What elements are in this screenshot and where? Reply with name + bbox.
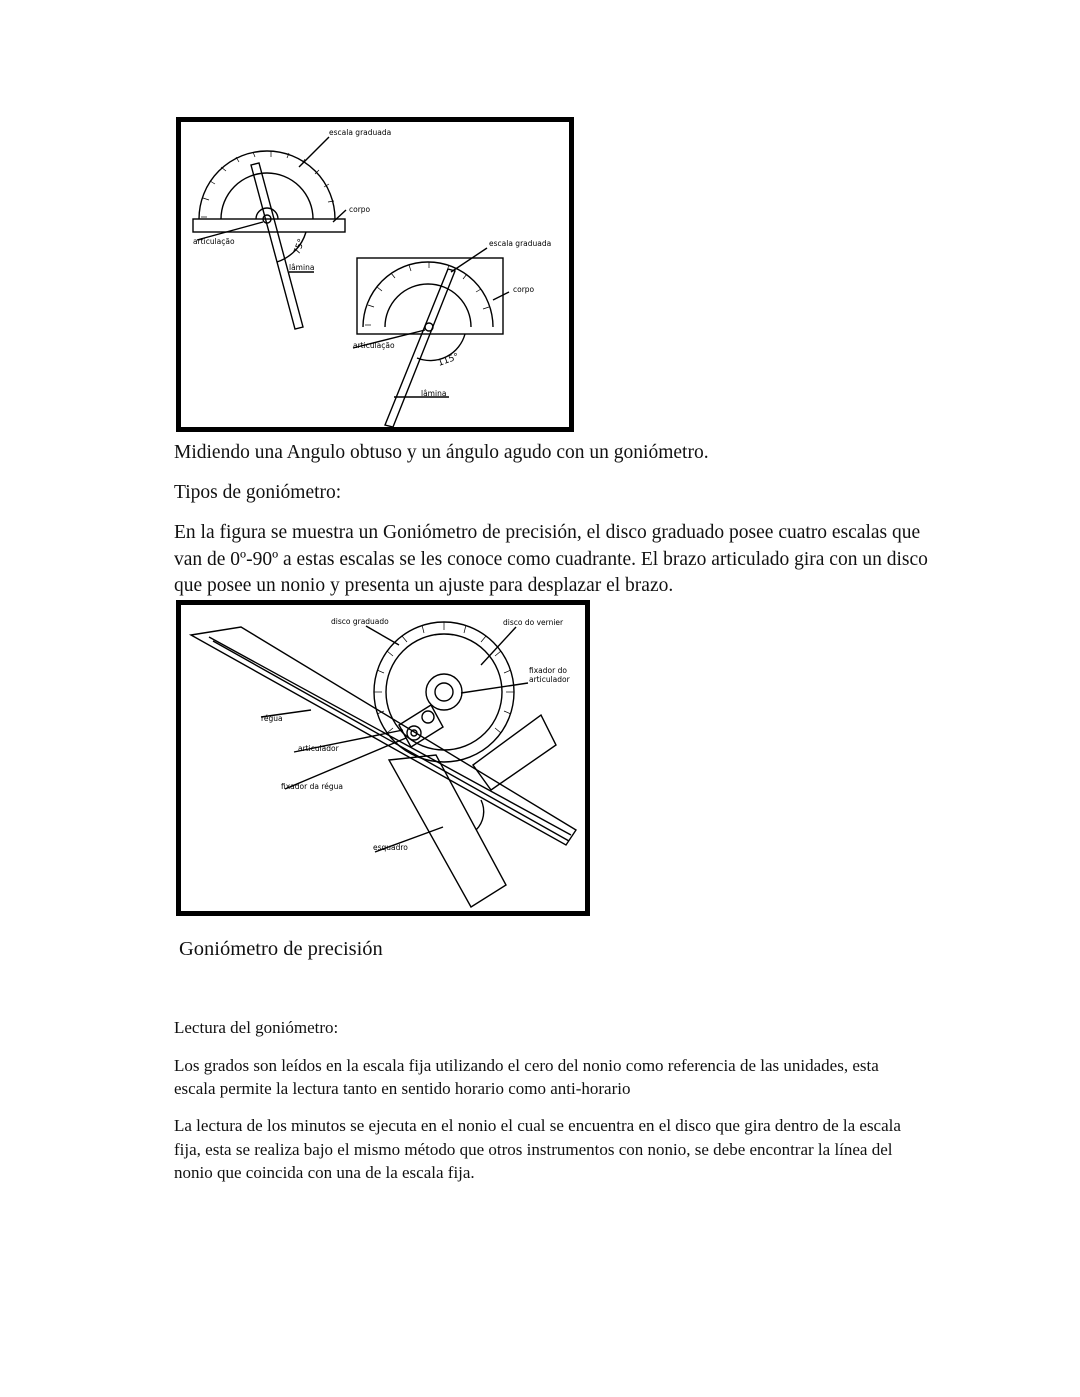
upper-blade xyxy=(473,715,556,790)
label-lamina-2: lâmina xyxy=(421,389,447,398)
protractor-angles-drawing xyxy=(181,122,569,427)
precision-goniometer-figure xyxy=(176,600,590,916)
heading-lectura: Lectura del goniómetro: xyxy=(174,1018,339,1037)
label-articulador: articulador xyxy=(298,744,339,753)
articulator-hub-center xyxy=(435,683,453,701)
square-blade xyxy=(389,755,506,907)
protractor-1-ticks xyxy=(201,151,334,217)
paragraph-lectura-1-line-2: escala permite la lectura tanto en sentido horario como anti-horario xyxy=(174,1079,631,1098)
paragraph-tipos-line-2: van de 0º-90º a estas escalas se les conoce como cuadrante. El brazo articulado gira con un disco xyxy=(174,549,928,570)
label-articulacao-1: articulação xyxy=(193,237,235,246)
graduated-disc-ticks xyxy=(374,622,514,733)
paragraph-lectura-2-line-3: nonio que coincida con una de la escala fija. xyxy=(174,1163,475,1182)
protractor-2-blade xyxy=(385,269,455,427)
label-lamina-1: lâmina xyxy=(289,263,315,272)
label-escala-graduada-2: escala graduada xyxy=(489,239,552,248)
heading-tipos: Tipos de goniómetro: xyxy=(174,482,342,503)
precision-goniometer-drawing xyxy=(181,605,585,911)
ruler-fixer-knob xyxy=(407,726,421,740)
label-regua: régua xyxy=(261,714,283,723)
figure-2-caption: Goniómetro de precisión xyxy=(179,938,383,960)
label-articulador-fixer: articulador xyxy=(529,675,570,684)
label-corpo-1: corpo xyxy=(349,205,371,214)
square-arc xyxy=(476,800,484,830)
label-fixador-regua: fixador da régua xyxy=(281,782,343,791)
label-articulacao-2: articulação xyxy=(353,341,395,350)
protractor-1-hub xyxy=(256,208,278,219)
paragraph-lectura-2-line-2: fija, esta se realiza bajo el mismo método que otros instrumentos con nonio, se debe encontrar la línea del xyxy=(174,1140,893,1159)
label-escala-graduada-1: escala graduada xyxy=(329,128,392,137)
label-corpo-2: corpo xyxy=(513,285,535,294)
paragraph-lectura-2-line-1: La lectura de los minutos se ejecuta en el nonio el cual se encuentra en el disco que gira dentro de la escala xyxy=(174,1116,901,1135)
label-angle-115: 115° xyxy=(436,352,461,369)
label-fixador-do: fixador do xyxy=(529,666,567,675)
label-disco-graduado: disco graduado xyxy=(331,617,389,626)
paragraph-lectura-1-line-1: Los grados son leídos en la escala fija utilizando el cero del nonio como referencia de las unidades, esta xyxy=(174,1056,879,1075)
paragraph-tipos-line-3: que posee un nonio y presenta un ajuste para desplazar el brazo. xyxy=(174,575,674,596)
protractor-1-inner-arc xyxy=(221,173,313,219)
articulator-screw xyxy=(422,711,434,723)
protractor-2-joint xyxy=(425,323,433,331)
protractor-angles-figure xyxy=(176,117,574,432)
protractor-2-inner-arc xyxy=(385,284,471,327)
label-disco-vernier: disco do vernier xyxy=(503,618,564,627)
protractor-1-outer-arc xyxy=(199,151,335,219)
protractor-2-ticks xyxy=(365,262,489,325)
label-esquadro: esquadro xyxy=(373,843,408,852)
figure-1-caption: Midiendo una Angulo obtuso y un ángulo agudo con un goniómetro. xyxy=(174,442,709,463)
paragraph-tipos-line-1: En la figura se muestra un Goniómetro de precisión, el disco graduado posee cuatro escalas que xyxy=(174,522,921,543)
label-angle-75: 75° xyxy=(292,237,308,257)
